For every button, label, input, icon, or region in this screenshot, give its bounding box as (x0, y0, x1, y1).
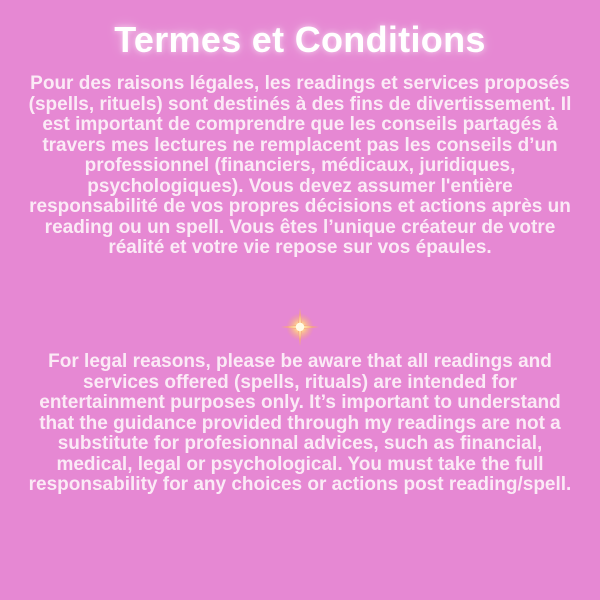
page-title: Termes et Conditions (114, 19, 486, 60)
terms-paragraph-french: Pour des raisons légales, les readings et services proposés (spells, rituels) sont destinés à des fins de divertissement. Il est important de comprendre que les conseils partagés à travers mes lectures ne remplacent pas les conseils d’un professionnel (financiers, médicaux, juridiques, psychologiques). Vous devez assumer l'entière responsabilité de vos propres décisions et actions après un reading ou un spell. Vous êtes l’unique créateur de votre réalité et votre vie repose sur vos épaules. (28, 73, 572, 258)
sparkle-star-icon (278, 305, 322, 349)
terms-paragraph-english: For legal reasons, please be aware that all readings and services offered (spells, rituals) are intended for entertainment purposes only. It’s important to understand that the guidance provided through my readings are not a substitute for profesionnal advices, such as financial, medical, legal or psychological. You must take the full responsability for any choices or actions post reading/spell. (28, 351, 572, 495)
